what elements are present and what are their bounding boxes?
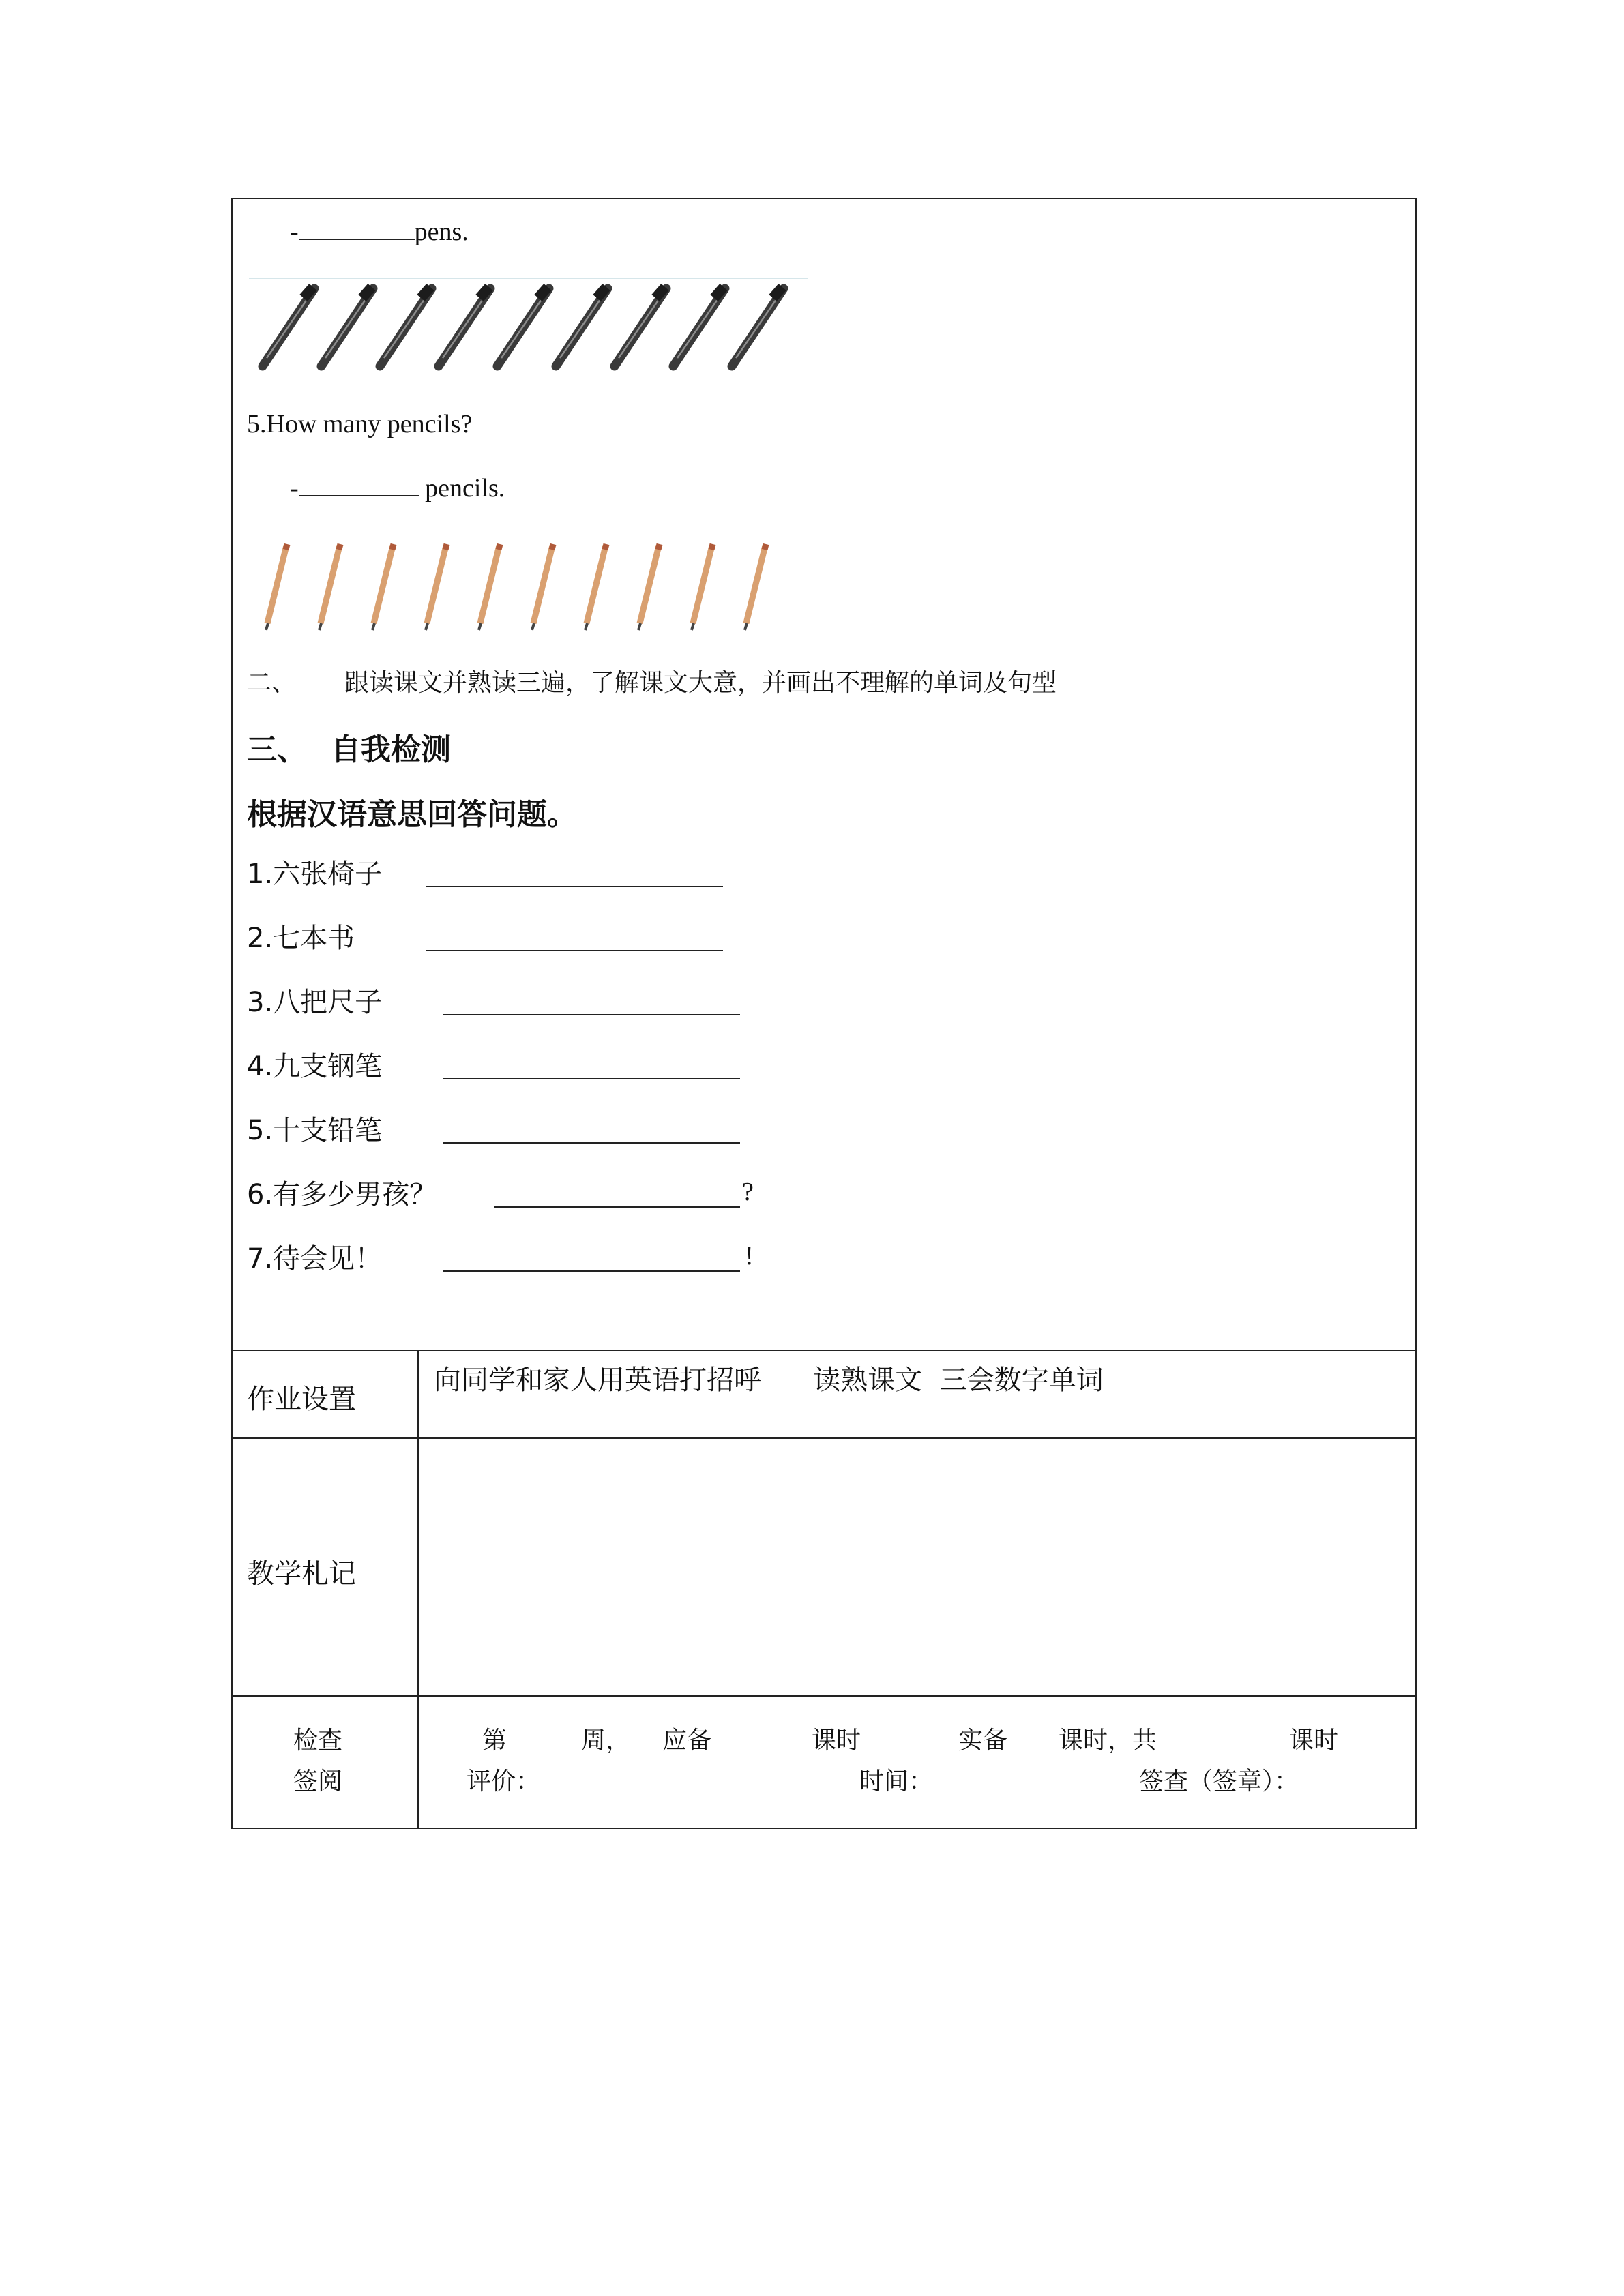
check-actual-unit: 课时，共 bbox=[1059, 1727, 1157, 1755]
pen-6 bbox=[556, 287, 608, 366]
column-divider bbox=[417, 1350, 419, 1829]
item-7: 7.待会见！ bbox=[247, 1243, 383, 1274]
pens-blank[interactable] bbox=[299, 238, 415, 240]
pen-9 bbox=[732, 287, 784, 366]
pencil-6 bbox=[532, 544, 553, 630]
row-divider-homework bbox=[231, 1350, 1417, 1351]
item-6: 6.有多少男孩？ bbox=[247, 1179, 437, 1210]
homework-content: 向同学和家人用英语打招呼 读熟课文 三会数字单词 bbox=[434, 1365, 1104, 1396]
pen-3 bbox=[380, 287, 432, 366]
row-divider-check bbox=[231, 1695, 1417, 1697]
pens-group bbox=[263, 287, 784, 366]
check-week-suffix: 周， bbox=[581, 1727, 631, 1755]
pen-4 bbox=[439, 287, 490, 366]
item-7-end: ! bbox=[745, 1242, 754, 1270]
section3-number: 三、 bbox=[247, 732, 307, 767]
item-1: 1.六张椅子 bbox=[247, 859, 383, 890]
pen-8 bbox=[673, 287, 725, 366]
pens-answer-line: - pens. bbox=[290, 218, 469, 246]
check-planned-unit: 课时 bbox=[812, 1727, 861, 1755]
item-4: 4.九支钢笔 bbox=[247, 1051, 383, 1082]
pencil-7 bbox=[585, 544, 606, 630]
check-signature: 签查（签章）： bbox=[1139, 1768, 1299, 1795]
check-week-prefix: 第 bbox=[482, 1727, 507, 1755]
check-planned: 应备 bbox=[662, 1727, 712, 1755]
pencils-blank[interactable] bbox=[299, 494, 419, 496]
check-evaluation: 评价： bbox=[467, 1768, 541, 1795]
item-6-end: ? bbox=[742, 1178, 754, 1206]
item-6-blank[interactable] bbox=[494, 1206, 740, 1208]
check-total-unit: 课时 bbox=[1289, 1727, 1339, 1755]
row-divider-notes bbox=[231, 1437, 1417, 1439]
check-actual: 实备 bbox=[958, 1727, 1008, 1755]
pencil-10 bbox=[745, 544, 766, 630]
item-2: 2.七本书 bbox=[247, 923, 355, 954]
notes-label: 教学札记 bbox=[247, 1558, 356, 1590]
pencils-illustration bbox=[252, 539, 798, 634]
check-label-2: 签阅 bbox=[293, 1768, 343, 1795]
pen-5 bbox=[497, 287, 549, 366]
pencil-4 bbox=[426, 544, 447, 630]
pencil-5 bbox=[479, 544, 500, 630]
pen-7 bbox=[615, 287, 666, 366]
pencils-answer-line: - pencils. bbox=[290, 474, 505, 503]
item-2-blank[interactable] bbox=[426, 949, 723, 951]
pencil-9 bbox=[692, 544, 713, 630]
pen-1 bbox=[263, 287, 314, 366]
section2-text: 跟读课文并熟读三遍，了解课文大意，并画出不理解的单词及句型 bbox=[344, 669, 1057, 697]
pencil-3 bbox=[372, 544, 394, 630]
pencils-question: 5.How many pencils? bbox=[247, 410, 473, 438]
item-5-blank[interactable] bbox=[443, 1142, 740, 1144]
check-time: 时间： bbox=[859, 1768, 934, 1795]
homework-label: 作业设置 bbox=[247, 1384, 356, 1415]
pens-illustration bbox=[249, 276, 808, 378]
pencil-8 bbox=[638, 544, 660, 630]
pencil-1 bbox=[266, 544, 287, 630]
pencil-2 bbox=[319, 544, 340, 630]
lesson-table bbox=[231, 198, 1417, 1829]
section3-title: 自我检测 bbox=[331, 732, 451, 767]
item-1-blank[interactable] bbox=[426, 885, 723, 887]
pen-2 bbox=[321, 287, 373, 366]
item-4-blank[interactable] bbox=[443, 1077, 740, 1079]
item-3: 3.八把尺子 bbox=[247, 987, 383, 1018]
section2-number: 二、 bbox=[247, 669, 297, 697]
section3-instruction: 根据汉语意思回答问题。 bbox=[247, 797, 577, 832]
item-5: 5.十支铅笔 bbox=[247, 1115, 383, 1146]
item-3-blank[interactable] bbox=[443, 1013, 740, 1015]
check-label-1: 检查 bbox=[293, 1727, 343, 1755]
pencils-group bbox=[266, 544, 766, 630]
item-7-blank[interactable] bbox=[443, 1270, 740, 1272]
